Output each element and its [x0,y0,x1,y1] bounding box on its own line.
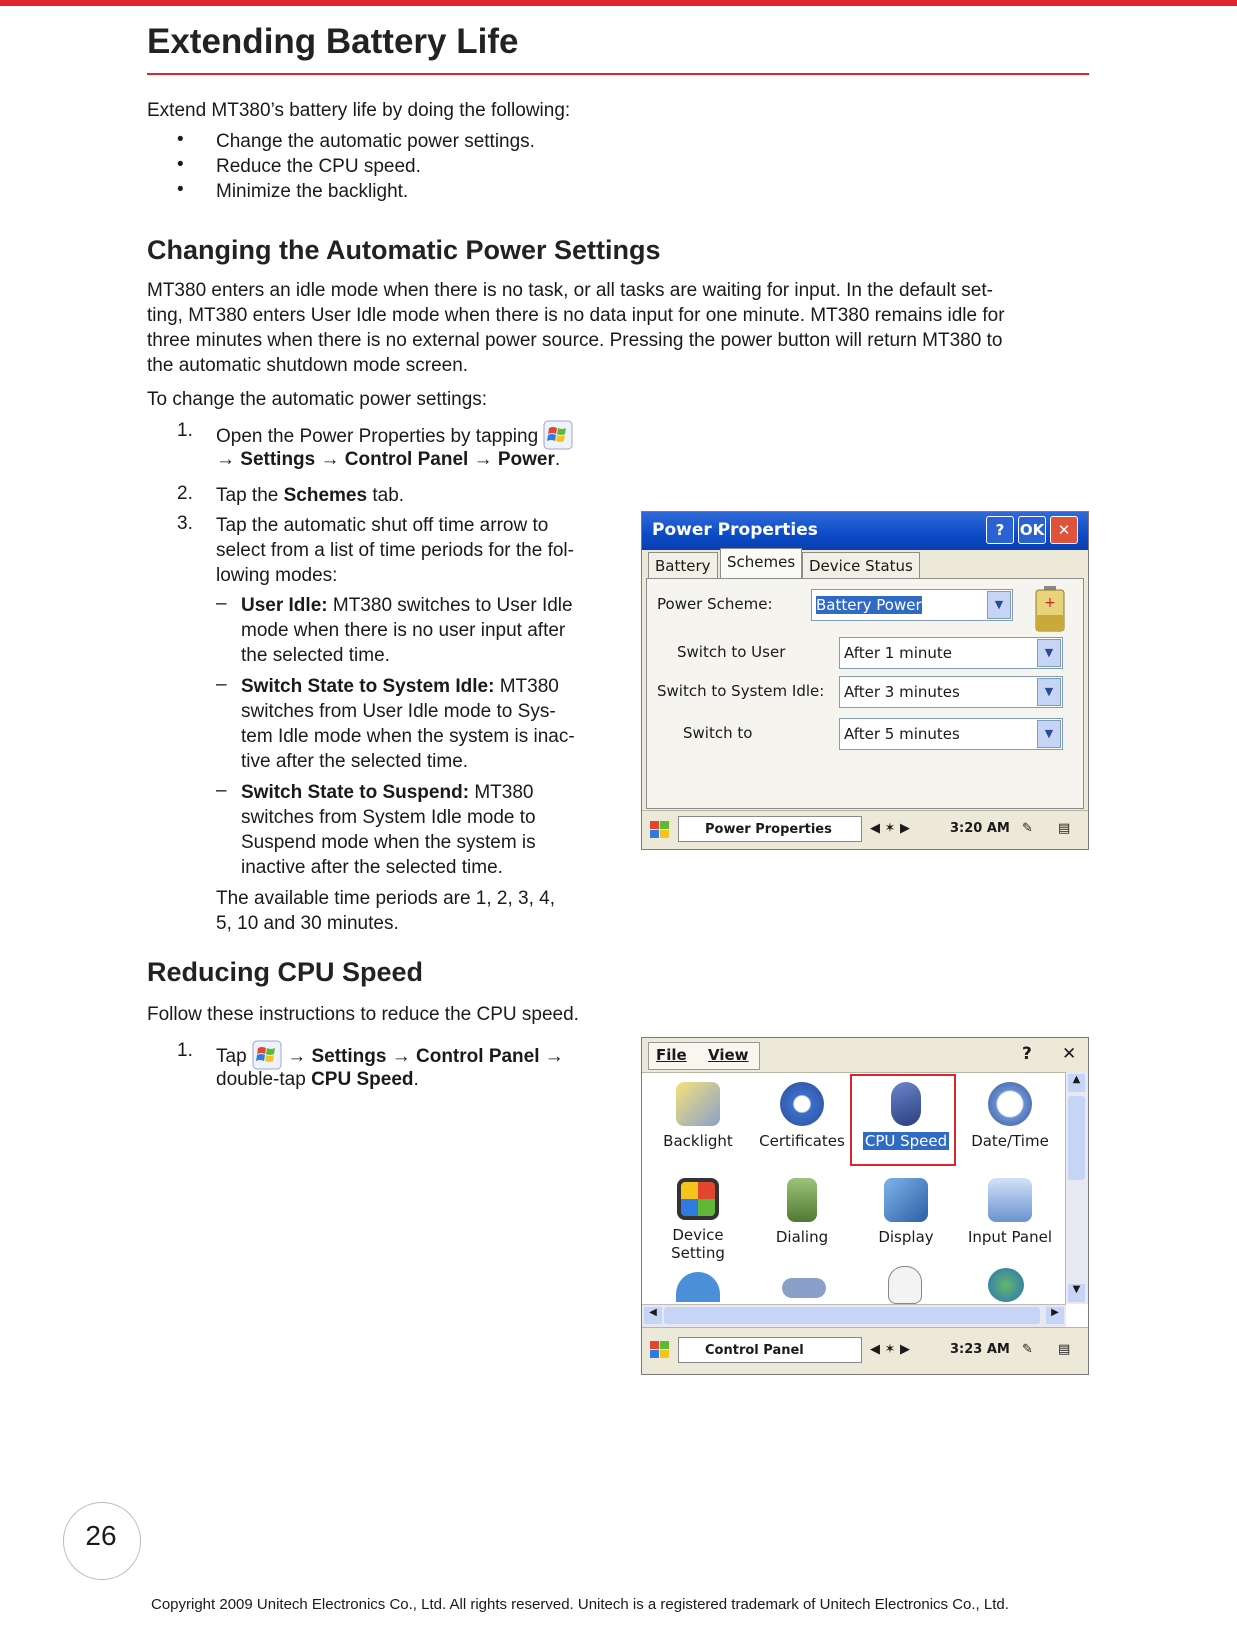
ok-button[interactable]: OK [1018,516,1046,544]
backlight-icon [676,1082,720,1126]
mode-text: tive after the selected time. [241,751,469,772]
title-rule [147,73,1089,75]
menu-file[interactable]: File [656,1046,687,1064]
input-panel-label: Input Panel [967,1228,1053,1246]
scroll-thumb[interactable] [664,1307,1040,1324]
power-paragraph-line: MT380 enters an idle mode when there is no task, or all tasks are waiting for input. In the default set- [147,280,993,301]
mode-label: Switch State to Suspend: [241,782,470,803]
mode-suspend [241,780,533,805]
section-heading-power: Changing the Automatic Power Settings [147,235,661,265]
mode-text: mode when there is no user input after [241,620,566,641]
step3-line: lowing modes: [216,565,338,586]
menu-view[interactable]: View [708,1046,749,1064]
switch-to-suspend-value: After 5 minutes [844,725,960,743]
settings-label: Settings [240,449,316,470]
windows-start-icon [252,1040,282,1070]
scroll-up-icon[interactable]: ▲ [1068,1074,1085,1092]
tray-icons: ◀ ✶ ▶ [870,821,910,836]
bullet-item: Minimize the backlight. [216,181,409,202]
control-panel-label: Control Panel [344,449,469,470]
page-title: Extending Battery Life [147,22,519,61]
step1-lead: Open the Power Properties by tapping [216,426,539,447]
step1-path [216,447,560,472]
switch-to-suspend-label: Switch to [683,724,753,742]
menu-bar [642,1038,1088,1073]
cpu-speed-label: CPU Speed [311,1069,414,1090]
display-label: Display [878,1228,934,1246]
power-paragraph-line: three minutes when there is no external power source. Pressing the power button will return MT380 to [147,330,1003,351]
scroll-thumb[interactable] [1068,1096,1085,1180]
certificates-label: Certificates [759,1132,845,1150]
help-button[interactable]: ? [1022,1044,1032,1064]
windows-start-icon [543,420,573,450]
step-number: 3. [177,513,193,534]
scroll-right-icon[interactable]: ▶ [1046,1307,1064,1324]
bullet-item: Reduce the CPU speed. [216,156,421,177]
taskbar [642,1327,1088,1374]
mode-label: User Idle: [241,595,328,616]
schemes-label: Schemes [283,485,368,506]
certificates-icon [780,1082,824,1126]
top-accent-bar [0,0,1237,6]
step-number: 1. [177,1040,193,1061]
arrow: → [544,1046,564,1067]
tab-schemes[interactable]: Schemes [720,548,802,580]
horizontal-scrollbar[interactable] [642,1304,1066,1327]
chevron-down-icon[interactable]: ▼ [1037,720,1061,748]
arrow: → [216,449,235,470]
mouse-icon [888,1266,922,1304]
double-tap-word: double-tap [216,1069,306,1090]
control-panel-label: Control Panel [416,1046,540,1067]
close-button[interactable]: ✕ [1062,1044,1077,1064]
desktop-icon[interactable]: ▤ [1058,821,1071,836]
start-icon[interactable] [648,818,672,842]
power-scheme-value: Battery Power [816,596,922,614]
step-number: 2. [177,483,193,504]
partial-icon [782,1278,826,1298]
cpu-lead: Follow these instructions to reduce the CPU speed. [147,1004,579,1025]
date-time-item[interactable] [964,1082,1056,1150]
backlight-label: Backlight [663,1132,733,1150]
step2-post: tab. [372,485,405,506]
mode-label: Switch State to System Idle: [241,676,495,697]
switch-to-user-value: After 1 minute [844,644,953,662]
svg-text:+: + [1044,595,1056,611]
arrow: → [391,1046,411,1067]
cpu-speed-label: CPU Speed [864,1132,948,1150]
switch-to-user-select[interactable] [839,637,1063,669]
clock: 3:23 AM [950,1342,1010,1357]
mode-text: switches from System Idle mode to [241,807,536,828]
display-icon [884,1178,928,1222]
device-setting-icon [677,1178,719,1220]
taskbar-app-button[interactable]: Control Panel [678,1337,862,1363]
switch-to-user-label: Switch to User [677,643,786,661]
tab-device-status[interactable]: Device Status [802,552,920,580]
cpu-step1-text [216,1040,564,1070]
backlight-item[interactable] [652,1082,744,1150]
copyright-notice: Copyright 2009 Unitech Electronics Co., Ltd. All rights reserved. Unitech is a registered trademark of Unitech Electronics Co., Ltd. [151,1596,1009,1613]
taskbar [642,810,1088,849]
input-panel-icon [988,1178,1032,1222]
dialing-icon [787,1178,817,1222]
step3-line: select from a list of time periods for the fol- [216,540,574,561]
bullet-marker: • [177,154,184,175]
date-time-label: Date/Time [971,1132,1049,1150]
bullet-marker: • [177,129,184,150]
vertical-scrollbar[interactable] [1065,1072,1088,1304]
mode-text: MT380 [474,782,534,803]
mode-text: inactive after the selected time. [241,857,503,878]
mode-text: switches from User Idle mode to Sys- [241,701,556,722]
step3-line: Tap the automatic shut off time arrow to [216,515,549,536]
help-button[interactable]: ? [986,516,1014,544]
mode-text: the selected time. [241,645,390,666]
mode-system-idle [241,674,559,699]
partial-icon [676,1272,720,1302]
intro-text: Extend MT380’s battery life by doing the following: [147,100,571,121]
device-setting-item[interactable] [652,1178,744,1262]
dash-marker: – [216,674,227,695]
power-scheme-select[interactable] [811,589,1013,621]
start-icon[interactable] [648,1338,672,1362]
power-label: Power [497,449,555,470]
scroll-down-icon[interactable]: ▼ [1068,1284,1085,1302]
mode-text: MT380 [499,676,559,697]
mode-text: Suspend mode when the system is [241,832,536,853]
tray-edit-icon[interactable]: ✎ [1022,821,1033,836]
power-scheme-label: Power Scheme: [657,595,773,613]
page-number: 26 [85,1520,117,1551]
tab-battery[interactable]: Battery [648,552,718,580]
period: . [413,1069,419,1090]
note-line: 5, 10 and 30 minutes. [216,913,399,934]
mode-text: MT380 switches to User Idle [332,595,573,616]
section-heading-cpu: Reducing CPU Speed [147,957,424,987]
bullet-marker: • [177,179,184,200]
dialing-item[interactable] [756,1178,848,1246]
chevron-down-icon[interactable]: ▼ [987,591,1011,619]
dash-marker: – [216,780,227,801]
dialing-label: Dialing [775,1228,829,1246]
period: . [554,449,561,470]
display-item[interactable] [860,1178,952,1246]
step2-text [216,483,404,508]
device-setting-label: Device Setting [671,1226,725,1262]
dash-marker: – [216,593,227,614]
arrow: → [287,1046,307,1067]
step-number: 1. [177,420,193,441]
cpu-step1-line2 [216,1067,419,1092]
switch-to-suspend-select[interactable] [839,718,1063,750]
mode-user-idle [241,593,573,618]
schemes-panel [646,578,1084,809]
window-title: Power Properties [652,520,818,540]
desktop-icon[interactable]: ▤ [1058,1342,1071,1357]
tap-word: Tap [216,1046,247,1067]
window-titlebar [642,512,1088,550]
clock-icon [988,1082,1032,1126]
scroll-left-icon[interactable]: ◀ [644,1307,662,1324]
clock: 3:20 AM [950,821,1010,836]
arrow: → [473,449,493,470]
switch-to-system-idle-select[interactable] [839,676,1063,708]
switch-to-system-idle-label: Switch to System Idle: [657,682,825,700]
mode-text: tem Idle mode when the system is inac- [241,726,575,747]
tray-icons: ◀ ✶ ▶ [870,1342,910,1357]
switch-to-system-idle-value: After 3 minutes [844,683,960,701]
input-panel-item[interactable] [964,1178,1056,1246]
highlight-box [850,1074,956,1166]
settings-label: Settings [311,1046,387,1067]
arrow: → [320,449,340,470]
power-lead: To change the automatic power settings: [147,389,488,410]
control-panel-screenshot [641,1037,1089,1375]
power-paragraph-line: ting, MT380 enters User Idle mode when there is no data input for one minute. MT380 remains idle for [147,305,1005,326]
power-properties-screenshot [641,511,1089,850]
step2-pre: Tap the [216,485,279,506]
close-button[interactable]: ✕ [1050,516,1078,544]
certificates-item[interactable] [756,1082,848,1150]
globe-icon [988,1268,1024,1302]
power-paragraph-line: the automatic shutdown mode screen. [147,355,469,376]
bullet-item: Change the automatic power settings. [216,131,535,152]
step1-text [216,420,573,450]
chevron-down-icon[interactable]: ▼ [1037,678,1061,706]
tray-edit-icon[interactable]: ✎ [1022,1342,1033,1357]
taskbar-app-button[interactable]: Power Properties [678,816,862,842]
chevron-down-icon[interactable]: ▼ [1037,639,1061,667]
battery-icon [1033,585,1067,633]
note-line: The available time periods are 1, 2, 3, 4, [216,888,556,909]
